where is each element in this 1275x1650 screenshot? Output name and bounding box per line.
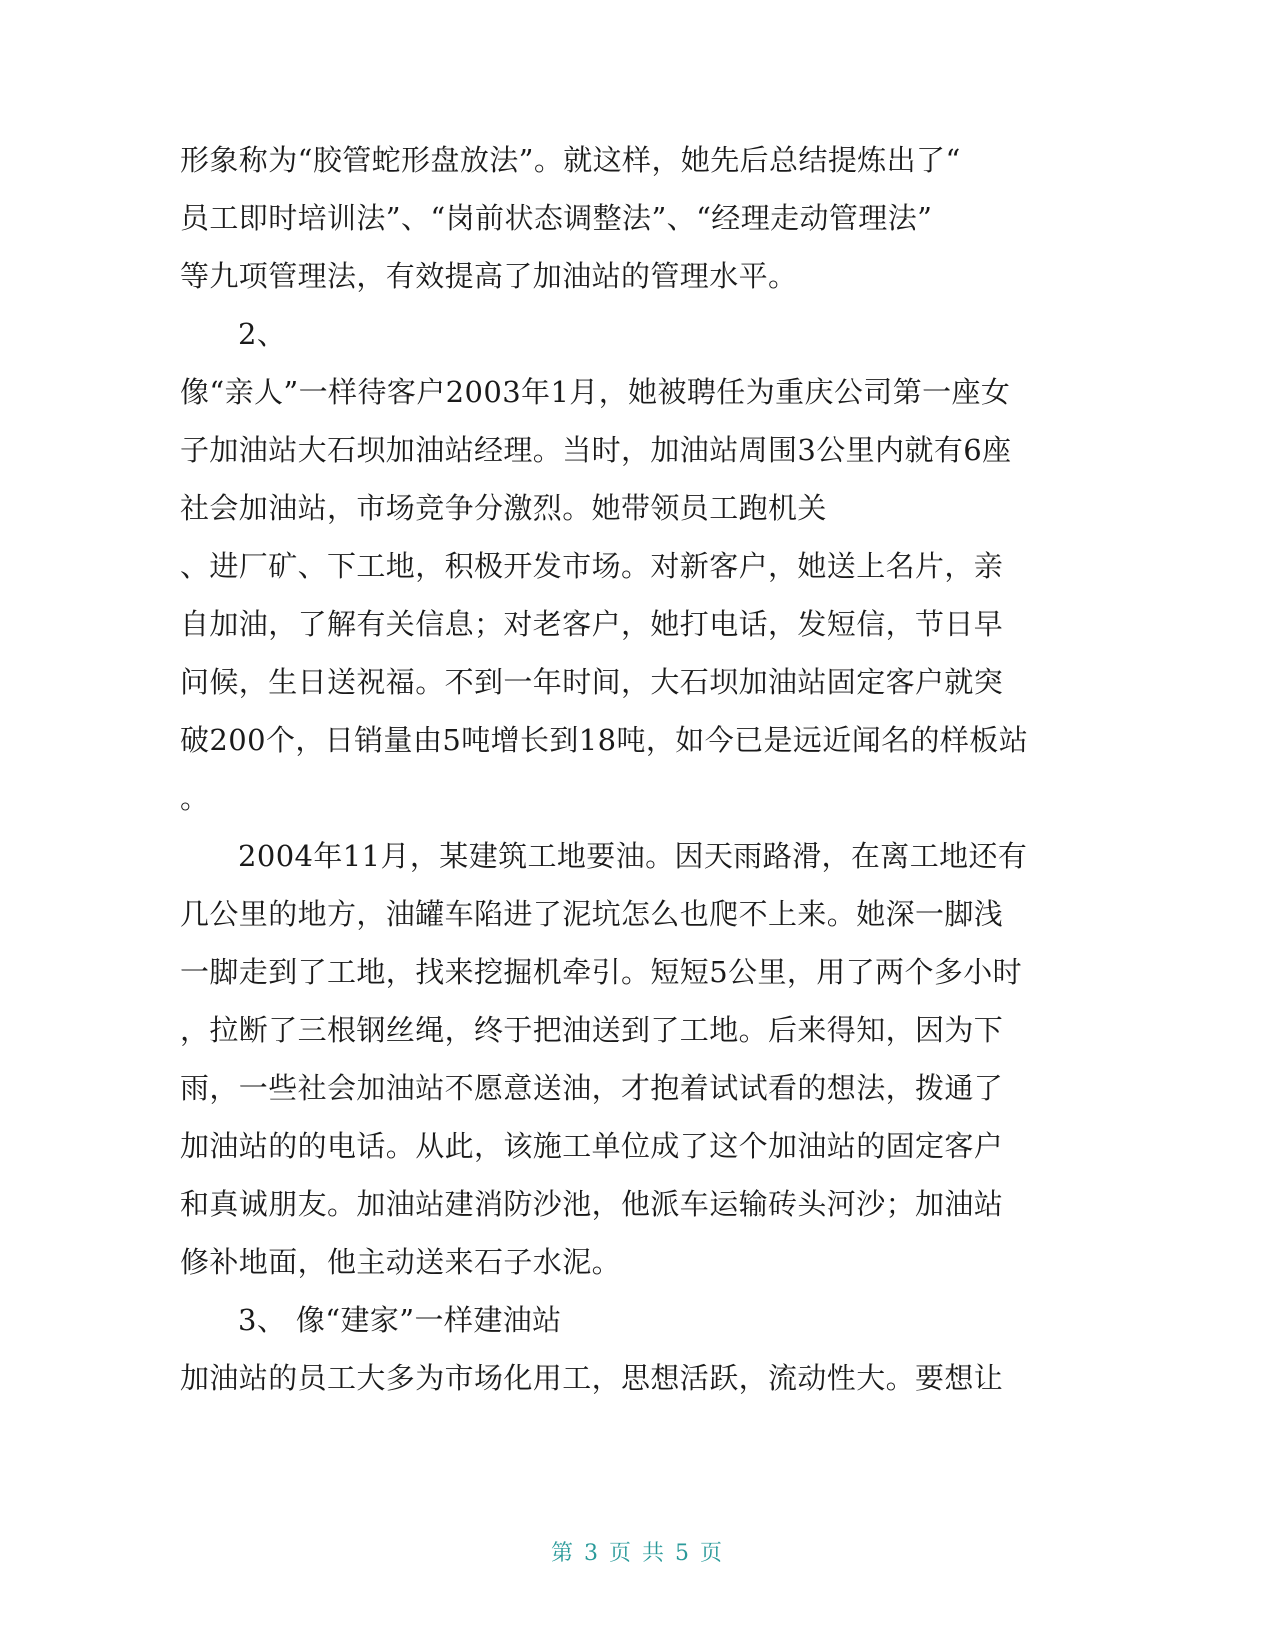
text-line: 几公里的地方，油罐车陷进了泥坑怎么也爬不上来。她深一脚浅 — [180, 897, 1004, 931]
text-line: 雨，一些社会加油站不愿意送油，才抱着试试看的想法，拨通了 — [180, 1071, 1004, 1105]
page-footer: 第 3 页 共 5 页 — [551, 1541, 724, 1566]
text-line: 员工即时培训法”、“岗前状态调整法”、“经理走动管理法” — [180, 201, 933, 235]
text-line: 和真诚朋友。加油站建消防沙池，他派车运输砖头河沙；加油站 — [180, 1187, 1004, 1221]
text-line: 加油站的员工大多为市场化用工，思想活跃，流动性大。要想让 — [180, 1361, 1004, 1395]
text-line: 子加油站大石坝加油站经理。当时，加油站周围3公里内就有6座 — [180, 433, 1012, 467]
paragraph-start: 2004年11月，某建筑工地要油。因天雨路滑，在离工地还有 — [238, 839, 1028, 873]
text-line: 社会加油站，市场竞争分激烈。她带领员工跑机关 — [180, 491, 827, 525]
text-line: 破200个，日销量由5吨增长到18吨，如今已是远近闻名的样板站 — [180, 723, 1029, 757]
section-heading: 3、 像“建家”一样建油站 — [238, 1303, 562, 1337]
text-line: 一脚走到了工地，找来挖掘机牵引。短短5公里，用了两个多小时 — [180, 955, 1023, 989]
text-line: 形象称为“胶管蛇形盘放法”。就这样，她先后总结提炼出了“ — [180, 143, 961, 177]
text-line: 像“亲人”一样待客户2003年1月，她被聘任为重庆公司第一座女 — [180, 375, 1011, 409]
text-line: 问候，生日送祝福。不到一年时间，大石坝加油站固定客户就突 — [180, 665, 1004, 699]
text-line: 自加油，了解有关信息；对老客户，她打电话，发短信，节日早 — [180, 607, 1004, 641]
text-line: 。 — [180, 781, 210, 815]
text-line: 等九项管理法，有效提高了加油站的管理水平。 — [180, 259, 798, 293]
text-line: 、进厂矿、下工地，积极开发市场。对新客户，她送上名片，亲 — [180, 549, 1004, 583]
text-line: 加油站的的电话。从此，该施工单位成了这个加油站的固定客户 — [180, 1129, 1004, 1163]
text-line: ，拉断了三根钢丝绳，终于把油送到了工地。后来得知，因为下 — [180, 1013, 1004, 1047]
text-line: 修补地面，他主动送来石子水泥。 — [180, 1245, 622, 1279]
section-number: 2、 — [238, 317, 287, 351]
